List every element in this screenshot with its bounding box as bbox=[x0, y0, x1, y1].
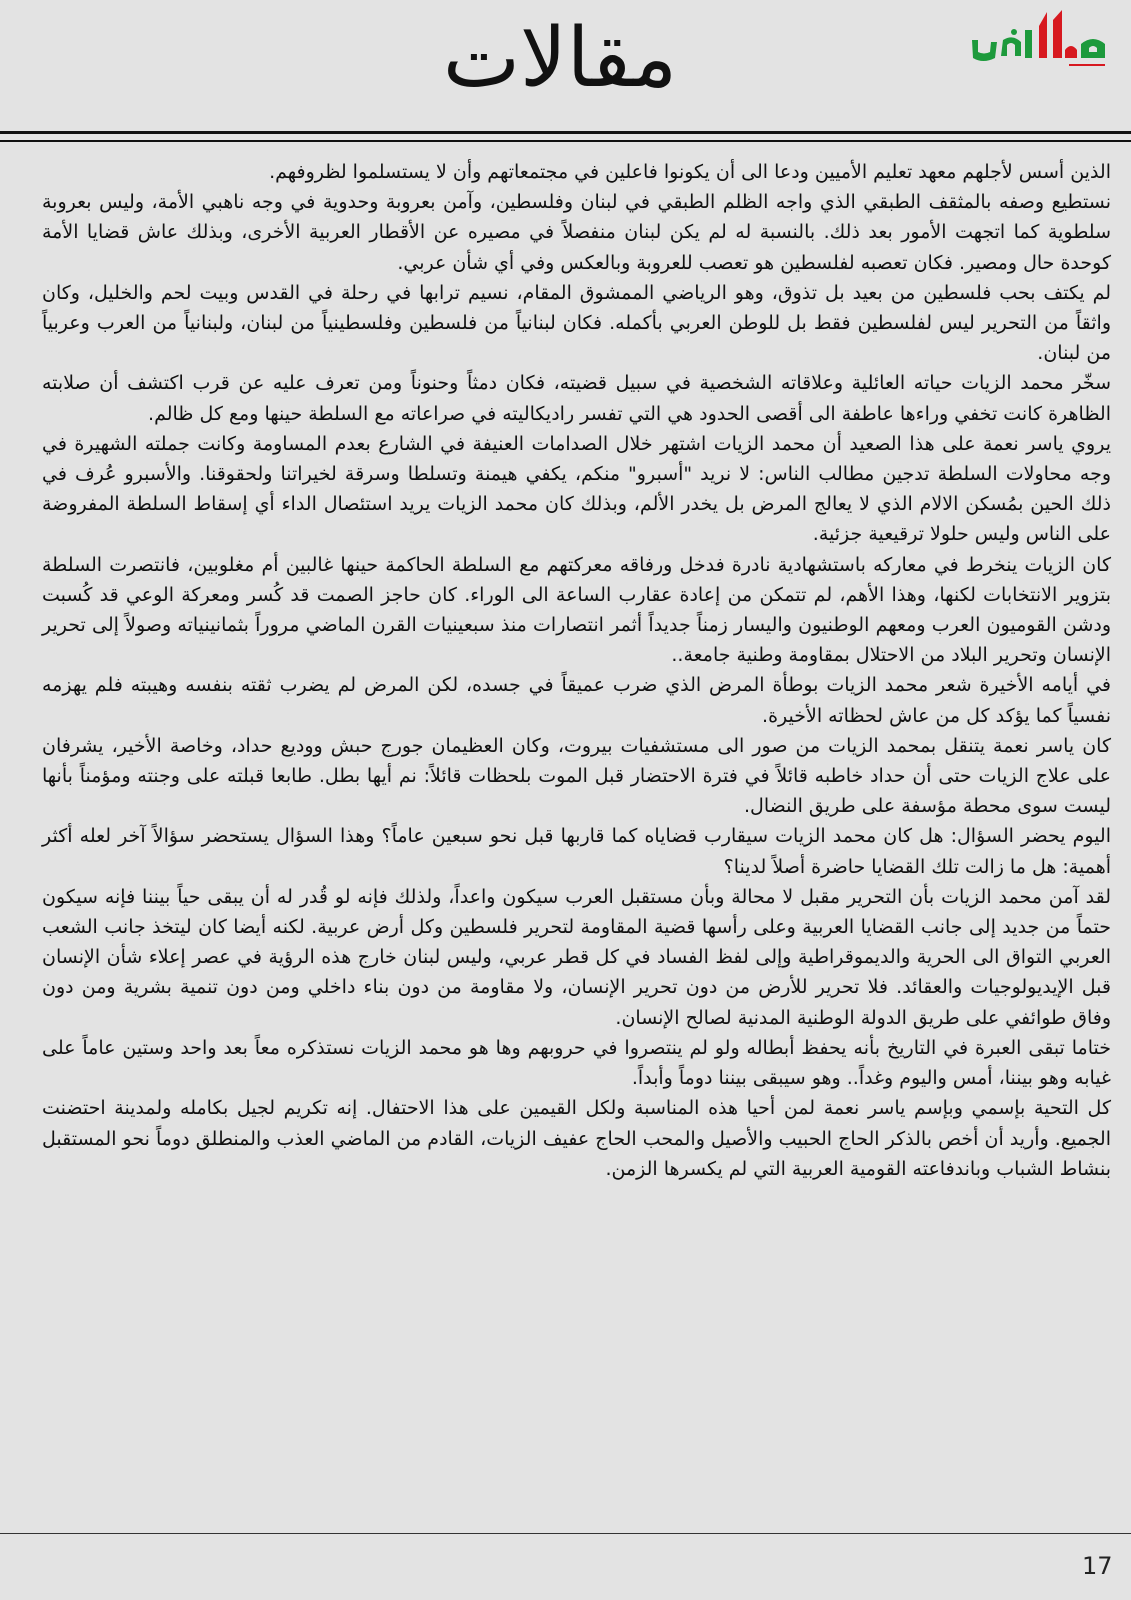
section-title: مقالات bbox=[442, 11, 678, 106]
paragraph: اليوم يحضر السؤال: هل كان محمد الزيات سيقارب قضاياه كما قاربها قبل نحو سبعين عاماً؟ وهذا السؤال يستحضر سؤالاً آخر لعله أكثر أهمية: هل ما زالت تلك القضايا حاضرة أصلاً لدينا؟ bbox=[42, 825, 1111, 878]
header-rule-thin bbox=[0, 140, 1131, 142]
paragraph: سخّر محمد الزيات حياته العائلية وعلاقاته الشخصية في سبيل قضيته، فكان دمثاً وحنوناً ومن تعرف عليه عن قرب اكتشف أن صلابته الظاهرة كانت تخفي وراءها عاطفة الى أقصى الحدود هي التي تفسر راديكاليته في صراعاته مع السلطة حينها ومع كل ظالم. bbox=[42, 372, 1111, 425]
paragraph: يروي ياسر نعمة على هذا الصعيد أن محمد الزيات اشتهر خلال الصدامات العنيفة في الشارع بعدم المساومة وكانت جملته الشهيرة في وجه محاولات السلطة تدجين مطالب الناس: لا نريد "أسبرو" منكم، يكفي هيمنة وتسلطا وسرقة لخيراتنا ولحقوقنا. والأسبرو عُرف في ذلك الحين بمُسكن الالام الذي لا يعالج المرض بل يخدر الألم، وبذلك كان محمد الزيات يريد استئصال الداء أي إسقاط السلطة المفروضة على الناس وليس حلولا ترقيعية جزئية. bbox=[42, 432, 1111, 546]
page-header bbox=[0, 0, 1131, 130]
paragraph: كل التحية بإسمي وبإسم ياسر نعمة لمن أحيا هذه المناسبة ولكل القيمين على هذا الاحتفال. إنه تكريم لجيل بكامله ولمدينة احتضنت الجميع. وأريد أن أخص بالذكر الحاج الحبيب والأصيل والمحب الحاج عفيف الزيات، القادم من الماضي العذب والمنطلق دوماً نحو المستقبل بنشاط الشباب وباندفاعته القومية العربية التي لم يكسرها الزمن. bbox=[42, 1097, 1111, 1180]
paragraph: في أيامه الأخيرة شعر محمد الزيات بوطأة المرض الذي ضرب عميقاً في جسده، لكن المرض لم يضرب ثقته بنفسه وهيبته فلم يهزمه نفسياً كما يؤكد كل من عاش لحظاته الأخيرة. bbox=[42, 674, 1111, 727]
site-logo bbox=[965, 6, 1115, 72]
page-number: 17 bbox=[1082, 1552, 1113, 1580]
paragraph: كان الزيات ينخرط في معاركه باستشهادية نادرة فدخل ورفاقه معركتهم مع السلطة الحاكمة حينها غالبين أم مغلوبين، فانتصرت السلطة بتزوير الانتخابات لكنها، وهذا الأهم، لم تتمكن من إعادة عقارب الساعة الى الوراء. كان حاجز الصمت قد كُسر ومعركة الوعي قد كُسبت ودشن القوميون العرب ومعهم الوطنيون واليسار زمناً جديداً أثمر انتصارات منذ سبعينيات القرن الماضي مروراً بثمانينياته وصولاً إلى تحرير الإنسان وتحرير البلاد من الاحتلال بمقاومة وطنية جامعة.. bbox=[42, 553, 1111, 667]
paragraph: لم يكتف بحب فلسطين من بعيد بل تذوق، وهو الرياضي الممشوق المقام، نسيم ترابها في رحلة في القدس وبيت لحم والخليل، وكان واثقاً من التحرير ليس لفلسطين فقط بل للوطن العربي بأكمله. فكان لبنانياً من فلسطين وفلسطينياً من لبنان، ولبنانياً من العرب وعربياً من لبنان. bbox=[42, 281, 1111, 365]
logo-mark bbox=[972, 10, 1105, 66]
article-body bbox=[42, 157, 1111, 1184]
paragraph: كان ياسر نعمة يتنقل بمحمد الزيات من صور الى مستشفيات بيروت، وكان العظيمان جورج حبش ووديع حداد، وخاصة الأخير، يشرفان على علاج الزيات حتى أن حداد خاطبه قائلاً في فترة الاحتضار قبل الموت بلحظات قائلاً: نم أيها بطل. طابعا قبلته على وجنته ومؤمناً بأنها ليست سوى محطة مؤسفة على طريق النضال. bbox=[42, 734, 1111, 818]
footer-rule bbox=[0, 1533, 1131, 1534]
paragraph: لقد آمن محمد الزيات بأن التحرير مقبل لا محالة وبأن مستقبل العرب سيكون واعداً، ولذلك فإنه لو قُدر له أن يبقى حياً بيننا فإنه سيكون حتماً من جديد إلى جانب القضايا العربية وعلى رأسها قضية المقاومة لتحرير فلسطين وكل أرض عربية. لكنه أيضا كان ليتخذ جانب الشعب العربي التواق الى الحرية والديموقراطية وإلى لفظ الفساد في كل قطر عربي، وليس لبنان خارج هذه الرؤية في عصر إعلاء شأن الإنسان قبل الإيديولوجيات والعقائد. فلا تحرير للأرض من دون تحرير الإنسان، ولا مقاومة من دون بناء داخلي ومن دون تنمية بشرية ومن دون وفاق طوائفي على طريق الدولة الوطنية المدنية لصالح الإنسان. bbox=[42, 885, 1111, 1029]
paragraph: نستطيع وصفه بالمثقف الطبقي الذي واجه الظلم الطبقي في لبنان وفلسطين، وآمن بعروبة وحدوية في وجه ناهبي الأمة، وليس بعروبة سلطوية كما اتجهت الأمور بعد ذلك. بالنسبة له لم يكن لبنان منفصلاً في مصيره عن الأقطار العربية الأخرى، وبذلك عاش قضايا الأمة كوحدة حال ومصير. فكان تعصبه لفلسطين هو تعصب للعروبة وبالعكس وفي أي شأن عربي. bbox=[42, 191, 1111, 274]
header-rule-thick bbox=[0, 131, 1131, 134]
paragraph: الذين أسس لأجلهم معهد تعليم الأميين ودعا الى أن يكونوا فاعلين في مجتمعاتهم وأن لا يستسلموا لظروفهم. bbox=[269, 161, 1111, 183]
paragraph: ختاما تبقى العبرة في التاريخ بأنه يحفظ أبطاله ولو لم ينتصروا في حروبهم وها هو محمد الزيات نستذكره معاً بعد واحد وستين عاماً على غيابه وهو بيننا، أمس واليوم وغداً.. وهو سيبقى بيننا دوماً وأبداً. bbox=[42, 1036, 1111, 1090]
